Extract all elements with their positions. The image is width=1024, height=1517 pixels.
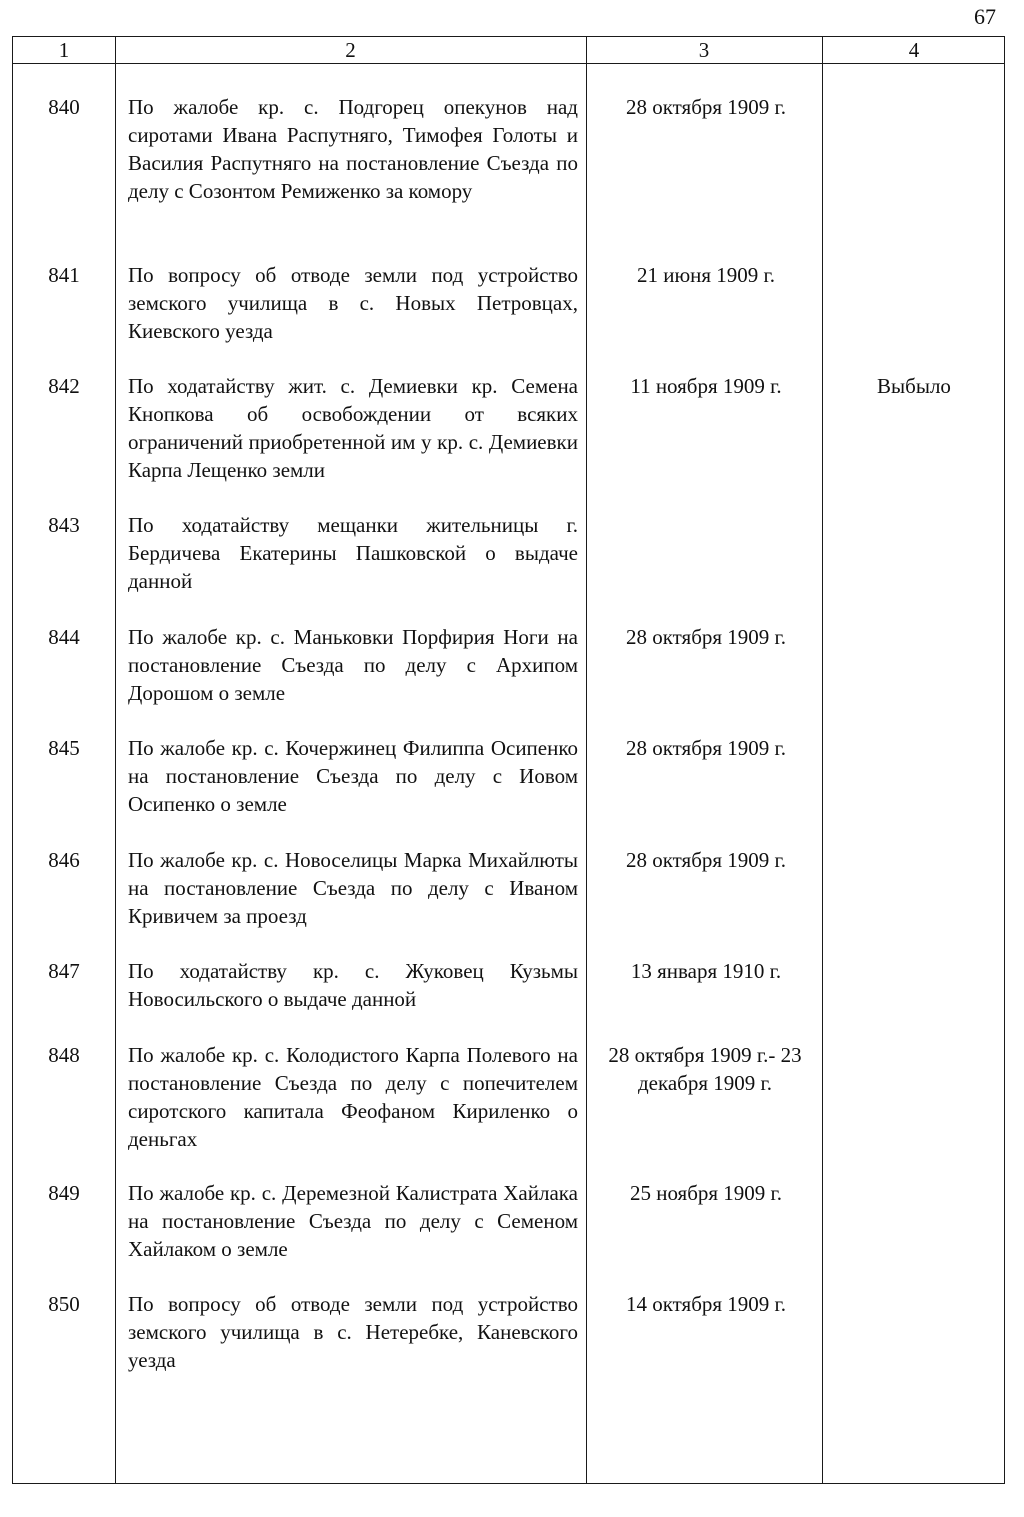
record-number: 846 <box>48 848 80 872</box>
record-subject: По жалобе кр. с. Маньковки Порфирия Ноги на постановление Съезда по делу с Архипом Дорошом о земле <box>128 625 578 705</box>
record-number: 845 <box>48 736 80 760</box>
record-date: 28 октября 1909 г. <box>625 736 787 760</box>
record-date: 28 октября 1909 г. <box>625 848 787 872</box>
column-divider <box>586 37 587 1483</box>
header-col-1: 1 <box>58 37 70 62</box>
record-number: 847 <box>48 959 80 983</box>
record-subject: По жалобе кр. с. Подгорец опекунов над сиротами Ивана Распутняго, Тимофея Голоты и Василия Распутняго на постановление Съезда по делу с Созонтом Ремиженко за комору <box>128 95 578 203</box>
header-col-2: 2 <box>345 37 356 62</box>
register-table <box>12 36 1005 1484</box>
record-subject: По ходатайству мещанки жительницы г. Бердичева Екатерины Пашковской о выдаче данной <box>128 513 578 593</box>
record-number: 840 <box>48 95 80 119</box>
header-divider <box>13 63 1004 64</box>
record-date: 21 июня 1909 г. <box>636 263 776 287</box>
record-number: 842 <box>48 374 80 398</box>
record-subject: По вопросу об отводе земли под устройство земского училища в с. Нетеребке, Каневского уезда <box>128 1292 578 1372</box>
record-number: 841 <box>48 263 80 287</box>
record-number: 849 <box>48 1181 80 1205</box>
record-subject: По жалобе кр. с. Деремезной Калистрата Хайлака на постановление Съезда по делу с Семеном Хайлаком о земле <box>128 1181 578 1261</box>
header-col-3: 3 <box>698 37 710 62</box>
record-subject: По жалобе кр. с. Кочержинец Филиппа Осипенко на постановление Съезда по делу с Иовом Осипенко о земле <box>128 736 578 816</box>
record-note: Выбыло <box>877 374 951 398</box>
record-subject: По жалобе кр. с. Новоселицы Марка Михайлюты на постановление Съезда по делу с Иваном Кривичем за проезд <box>128 848 578 928</box>
record-number: 848 <box>48 1043 80 1067</box>
record-date: 14 октября 1909 г. <box>625 1292 787 1316</box>
record-number: 850 <box>48 1292 80 1316</box>
header-col-4: 4 <box>908 37 920 62</box>
record-subject: По ходатайству жит. с. Демиевки кр. Семена Кнопкова об освобождении от всяких ограничений приобретенной им у кр. с. Демиевки Карпа Лещенко земли <box>128 374 578 482</box>
column-divider <box>822 37 823 1483</box>
page-number: 67 <box>974 4 996 29</box>
record-date: 28 октября 1909 г. <box>625 95 787 119</box>
record-date: 28 октября 1909 г.- 23 декабря 1909 г. <box>608 1043 802 1095</box>
record-number: 843 <box>48 513 80 537</box>
column-divider <box>115 37 116 1483</box>
record-date: 13 января 1910 г. <box>630 959 782 983</box>
record-subject: По вопросу об отводе земли под устройство земского училища в с. Новых Петровцах, Киевского уезда <box>128 263 578 343</box>
record-subject: По жалобе кр. с. Колодистого Карпа Полевого на постановление Съезда по делу с попечителем сиротского капитала Феофаном Кириленко о деньгах <box>128 1043 578 1151</box>
record-date: 11 ноября 1909 г. <box>630 374 782 398</box>
record-date: 25 ноября 1909 г. <box>629 1181 783 1205</box>
record-subject: По ходатайству кр. с. Жуковец Кузьмы Новосильского о выдаче данной <box>128 959 578 1011</box>
record-number: 844 <box>48 625 80 649</box>
record-date: 28 октября 1909 г. <box>625 625 787 649</box>
